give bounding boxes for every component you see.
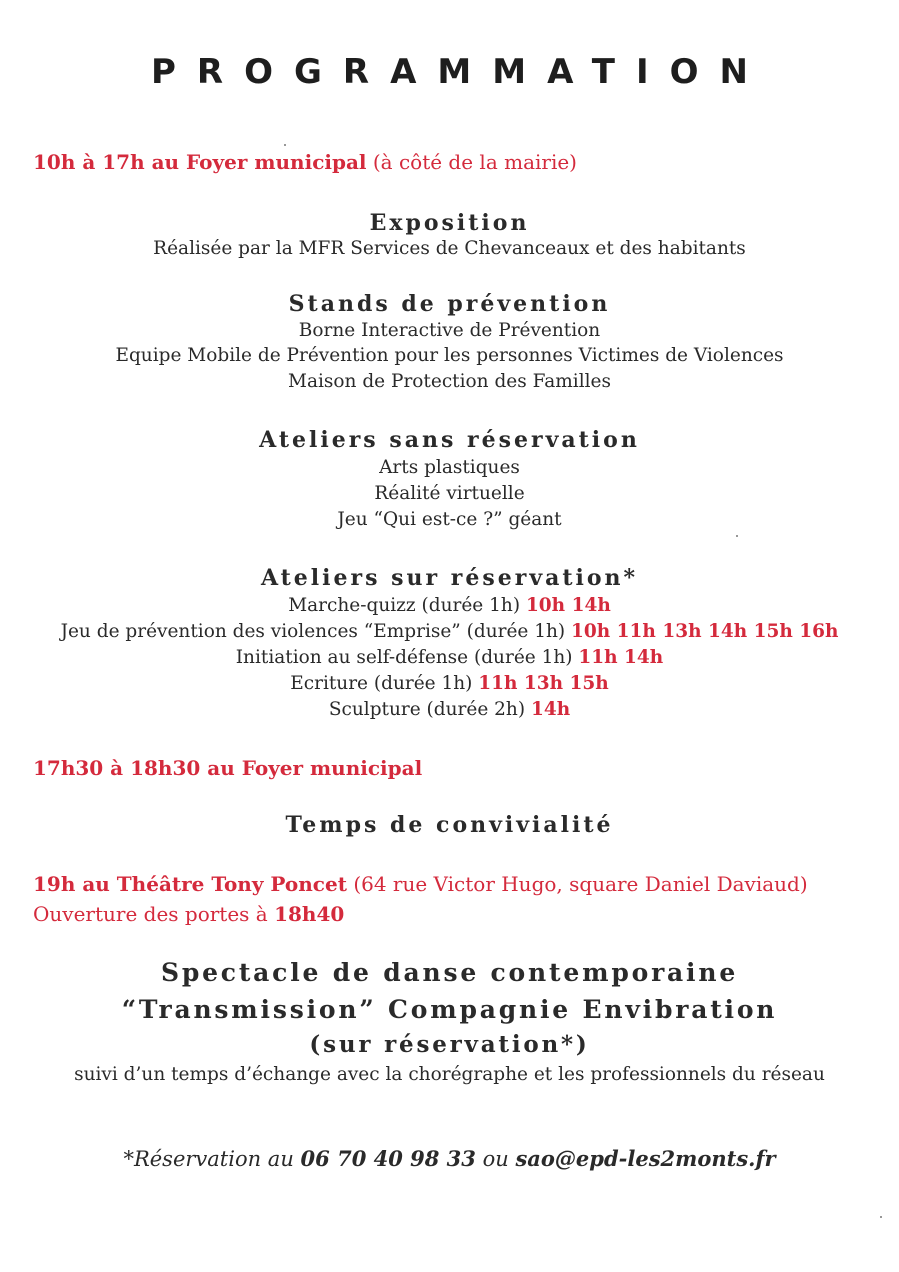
doors-label: Ouverture des portes à [33, 902, 268, 926]
stands-line: Equipe Mobile de Prévention pour les personnes Victimes de Violences [115, 345, 784, 366]
footer-email: sao@epd-les2monts.fr [515, 1146, 776, 1171]
atelier-item [0, 595, 899, 616]
session3-time: 19h au Théâtre Tony Poncet [33, 872, 347, 896]
stands-heading: Stands de prévention [288, 291, 611, 317]
session2-heading: Temps de convivialité [285, 812, 614, 838]
ateliers-libres-heading: Ateliers sans réservation [259, 427, 640, 453]
session1-note: (à côté de la mairie) [372, 150, 577, 174]
atelier-times: 10h 14h [525, 595, 611, 616]
atelier-times: 11h 14h [578, 647, 664, 668]
page-title: PROGRAMMATION [151, 52, 769, 92]
atelier-item [0, 673, 899, 694]
footer-phone: 06 70 40 98 33 [300, 1146, 476, 1171]
atelier-times: 14h [530, 699, 571, 720]
atelier-item [0, 621, 899, 642]
spectacle-reservation: (sur réservation*) [309, 1031, 590, 1058]
reservation-footer [0, 1146, 899, 1171]
atelier-item [0, 699, 899, 720]
session3-line [33, 872, 808, 896]
exposition-heading: Exposition [369, 210, 530, 236]
atelier-label: Jeu de prévention des violences “Emprise” (durée 1h) [60, 621, 566, 642]
exposition-line: Réalisée par la MFR Services de Chevanceaux et des habitants [153, 238, 746, 259]
atelier-item [0, 647, 899, 668]
spectacle-subtitle: “Transmission” Compagnie Envibration [121, 995, 778, 1024]
ateliers-libres-line: Réalité virtuelle [374, 483, 525, 504]
scan-speck [736, 535, 738, 537]
spectacle-title: Spectacle de danse contemporaine [160, 958, 739, 987]
footer-middle: ou [482, 1147, 509, 1171]
atelier-label: Marche-quizz (durée 1h) [288, 595, 521, 616]
ateliers-libres-line: Jeu “Qui est-ce ?” géant [337, 509, 562, 530]
scan-speck [880, 1216, 882, 1218]
stands-line: Borne Interactive de Prévention [298, 320, 601, 341]
footer-prefix: *Réservation au [123, 1147, 294, 1171]
doors-time: 18h40 [274, 902, 345, 926]
atelier-times: 10h 11h 13h 14h 15h 16h [571, 621, 839, 642]
atelier-label: Sculpture (durée 2h) [328, 699, 526, 720]
ateliers-reserves-heading: Ateliers sur réservation* [260, 565, 639, 591]
atelier-label: Ecriture (durée 1h) [290, 673, 473, 694]
atelier-label: Initiation au self-défense (durée 1h) [235, 647, 579, 668]
atelier-times: 11h 13h 15h [478, 673, 609, 694]
spectacle-follow: suivi d’un temps d’échange avec la chorégraphe et les professionnels du réseau [74, 1064, 825, 1085]
scan-speck [284, 144, 286, 146]
ateliers-libres-line: Arts plastiques [379, 457, 520, 478]
session1-time: 10h à 17h au Foyer municipal [33, 150, 367, 174]
stands-line: Maison de Protection des Familles [288, 371, 611, 392]
session1-line [33, 150, 577, 174]
session2-time: 17h30 à 18h30 au Foyer municipal [33, 756, 423, 780]
session3-address: (64 rue Victor Hugo, square Daniel Daviaud) [353, 872, 808, 896]
session3-doors [33, 902, 344, 926]
